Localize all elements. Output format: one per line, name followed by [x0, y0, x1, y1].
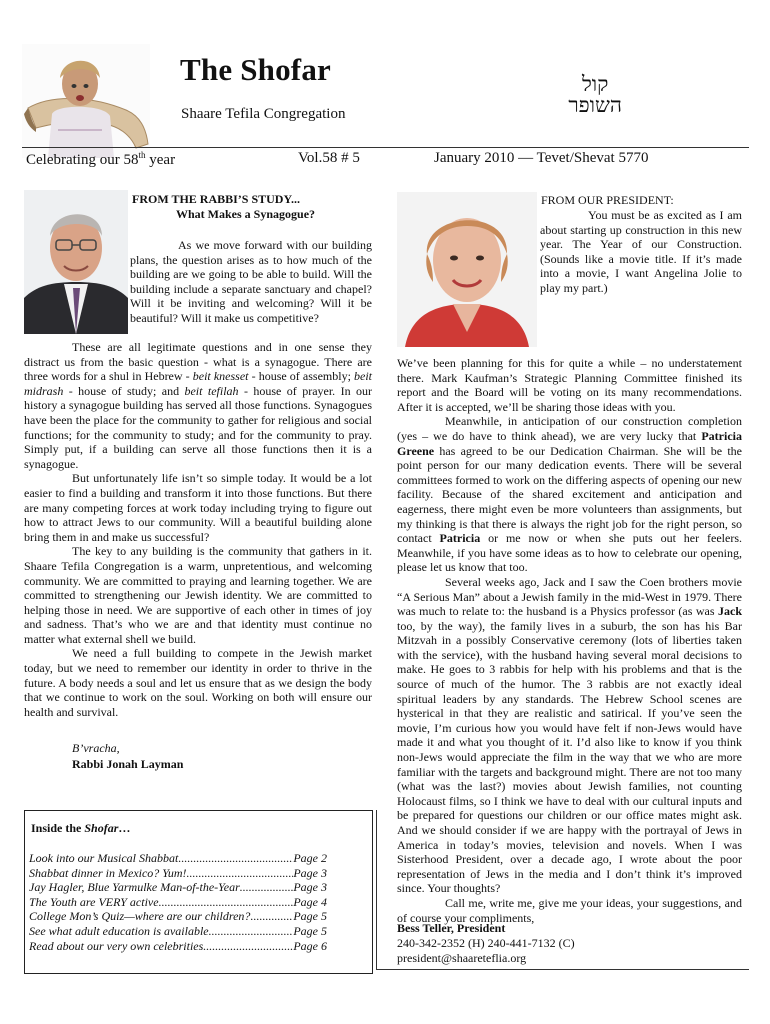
- toc-item[interactable]: [29, 939, 327, 954]
- president-photo: [397, 192, 537, 347]
- rabbi-paragraph-1: As we move forward with our building plans, the question arises as to how much of the building are we going to be able to build. Will the building include a separate sanctuary and chapel? Will it be inviting and welcoming? Will it be beautiful? Will it make us competitive?: [130, 238, 372, 325]
- toc-item[interactable]: [29, 924, 327, 939]
- term-beit-knesset: beit knesset: [192, 369, 249, 384]
- toc-item[interactable]: [29, 909, 327, 924]
- toc-item-page: Page 4: [293, 894, 327, 909]
- president-p3-text-c: or me now or when she puts out her feelers. Meanwhile, if you have some ideas as to how to celebrate our opening, please let us know that too.: [397, 531, 742, 575]
- toc-leader-dots: [240, 880, 294, 895]
- toc-item[interactable]: [29, 851, 327, 866]
- toc-leader-dots: [250, 909, 293, 924]
- president-phone: 240-342-2352 (H) 240-441-7132 (C): [397, 936, 575, 950]
- president-email[interactable]: president@shaareteflia.org: [397, 951, 527, 965]
- congregation-name: Shaare Tefila Congregation: [181, 106, 346, 122]
- rabbi-section-heading: FROM THE RABBI’S STUDY...: [132, 192, 301, 206]
- rabbi-photo: [24, 190, 128, 334]
- president-p4-text-b: too, by the way), the family lives in a suburb, the son has his Bar Mitzvah in a possibly Conservative ceremony (lots of liberties taken with the service), with the husband having several moral decisions to make. He goes to 3 rabbis for help with his problems and that is the source of much of the humor. The 3 rabbis are not exactly ideal spiritual leaders by any standards. The Hebrew School scenes are hysterical in that they are realistic and satirical. If you’ve seen the movie, I’m curious how you would have felt if non-Jews would have made it and what you thought of it. I’d also like to know if you think non-Jews would appreciate the film in the way that we who are more familiar with the targets and background might. There are not too many (what was the last?) movies about Jewish families, not counting Holocaust films, so I think we have to deal with our cultural inputs and be prepared for questions our children or our office mates might ask. And we should consider if we are happy with the portrayal of Jews in America in today’s movies, television and novels. When I was Sisterhood President, over a decade ago, I wrote about the poor representation of Jews in the media and I don’t think it’s improved since. Your thoughts?: [397, 618, 742, 896]
- toc-item-page: Page 5: [293, 909, 327, 924]
- rabbi-article-body: [24, 340, 372, 719]
- inside-box-title: [31, 821, 130, 836]
- inside-title-shofar: Shofar: [84, 821, 119, 835]
- toc-leader-dots: [209, 924, 294, 939]
- hebrew-masthead: [568, 74, 622, 116]
- president-p3-text-a: Meanwhile, in anticipation of our construction completion (yes – we do have to think ahead), we are very lucky that: [397, 414, 742, 443]
- president-paragraph-3: [397, 414, 742, 575]
- president-signature: Bess Teller, President: [397, 921, 506, 935]
- rabbi-paragraph-5: We need a full building to compete in the Jewish market today, but we need to remember our identity in order to thrive in the future. A body needs a soul and let us ensure that as we design the body that we continue to work on the soul. Working on both will ensure our health and survival.: [24, 646, 372, 719]
- toc-leader-dots: [159, 895, 294, 910]
- celebrating-text: Celebrating our 58: [26, 152, 139, 168]
- rabbi-p2-text-b: - house of assembly;: [248, 369, 355, 384]
- toc-item[interactable]: [29, 866, 327, 881]
- hebrew-line-2: השופר: [568, 93, 622, 117]
- issue-date: January 2010 — Tevet/Shevat 5770: [434, 150, 649, 166]
- rabbi-p2-text-c: - house of study; and: [63, 383, 185, 398]
- toc-item[interactable]: [29, 880, 327, 895]
- bottom-rule: [376, 969, 749, 970]
- hebrew-line-1: קול: [581, 72, 609, 96]
- inside-title-a: Inside the: [31, 821, 85, 835]
- toc-item-label: Read about our very own celebrities: [29, 938, 204, 953]
- column-divider: [376, 810, 377, 970]
- volume-number: Vol.58 # 5: [298, 150, 360, 166]
- president-paragraph-4: [397, 575, 742, 896]
- rabbi-paragraph-4: The key to any building is the community that gathers in it. Shaare Tefila Congregation is a warm, unpretentious, and welcoming community. We are committed to praying and learning together. We are committed to strengthening our Jewish identity. We are committed to helping those in need. We are supportive of each other in times of joy and sadness. That’s who we are and that identity must continue no matter what external shell we build.: [24, 544, 372, 646]
- toc-item-page: Page 3: [293, 865, 327, 880]
- toc-item-label: College Mon’s Quiz—where are our children?: [29, 909, 251, 924]
- president-p3-patricia: Patricia: [439, 531, 481, 546]
- toc-item-label: Jay Hagler, Blue Yarmulke Man-of-the-Year: [29, 880, 240, 895]
- president-paragraph-5: Call me, write me, give me your ideas, your suggestions, and of course your compliments,: [397, 895, 742, 925]
- toc-leader-dots: [178, 851, 293, 866]
- toc-item-page: Page 3: [293, 880, 327, 895]
- president-p4-jack: Jack: [718, 604, 742, 619]
- toc-leader-dots: [187, 866, 294, 881]
- term-beit-tefilah: beit tefilah: [184, 383, 239, 398]
- celebrating-tail: year: [145, 152, 176, 168]
- term-beit-midrash: beit midrash: [24, 369, 373, 398]
- masthead-rule: [22, 147, 749, 148]
- president-p4-text-a: Several weeks ago, Jack and I saw the Coen brothers movie “A Serious Man” about a Jewish family in the mid-West in 1979. There was much to relate to: the husband is a Physics professor (as was: [397, 574, 742, 619]
- inside-the-shofar-box: [24, 810, 373, 974]
- toc-item-label: The Youth are VERY active: [29, 894, 159, 909]
- child-with-shofar-photo: [22, 44, 150, 158]
- rabbi-paragraph-2: [24, 340, 372, 471]
- inside-title-ellipsis: …: [118, 821, 131, 835]
- issue-info-line: [22, 150, 749, 170]
- president-p3-text-b: has agreed to be our Dedication Chairman. She will be the point person for our many dedication events. There will be several committees formed to work on the differing aspects of opening our new facility. Because of the shared excitement and anticipation and eagerness, there might even be more volunteers than assignments, but my thinking is that there is always the right job for the right person, so contact: [397, 443, 742, 546]
- ordinal-suffix: th: [138, 150, 146, 160]
- rabbi-paragraph-3: But unfortunately life isn’t so simple today. It would be a lot easier to find a building and transform it into those functions. But there are many competing forces at work today including trying to figure out how to attract Jews to our community. Will a beautiful building alone bring them in and make us successful?: [24, 471, 372, 544]
- toc-item-label: Look into our Musical Shabbat: [29, 851, 179, 865]
- president-section-heading: FROM OUR PRESIDENT:: [541, 193, 674, 207]
- toc-item-page: Page 6: [293, 938, 327, 953]
- rabbi-p2-text-a: These are all legitimate questions and in one sense they distract us from the basic question - what is a synagogue. There are three words for a shul in Hebrew -: [24, 340, 372, 384]
- newsletter-title: The Shofar: [180, 52, 331, 87]
- toc-leader-dots: [203, 939, 293, 954]
- rabbi-signature: Rabbi Jonah Layman: [72, 757, 184, 771]
- celebrating-year: [26, 150, 175, 169]
- president-p3-patricia-greene: Patricia Greene: [397, 428, 742, 458]
- toc-item-page: Page 5: [293, 924, 327, 938]
- president-paragraph-2-lead: We’ve been planning for this for quite a while – no understatement there. Mark Kaufman’s Strategic Planning Committee finished its report and the Board will be voting on its many recommendations. After it is accepted, we’ll be sharing those ideas with you.: [397, 356, 742, 414]
- rabbi-closing: B’vracha,: [72, 741, 120, 755]
- rabbi-article-title: What Makes a Synagogue?: [176, 207, 316, 221]
- toc-item-page: Page 2: [293, 851, 327, 865]
- toc-item[interactable]: [29, 895, 327, 910]
- toc-item-label: See what adult education is available: [29, 924, 209, 938]
- president-paragraph-1: You must be as excited as I am about starting up construction in this new year. The Year of our Construction. (Sounds like a movie title. If it’s made into a movie, I want Angelina Jolie to play my part.): [540, 208, 742, 295]
- toc-item-label: Shabbat dinner in Mexico? Yum!: [29, 865, 187, 880]
- president-article-body: [397, 356, 742, 925]
- rabbi-p2-text-d: - house of prayer. In our history a synagogue building has served all those functions. Synagogues have been the place for the community to gather for religious and social functions; for the community to study; and for the community to pray. Simply put, if a building can serve all those functions then it is a synagogue.: [24, 383, 373, 471]
